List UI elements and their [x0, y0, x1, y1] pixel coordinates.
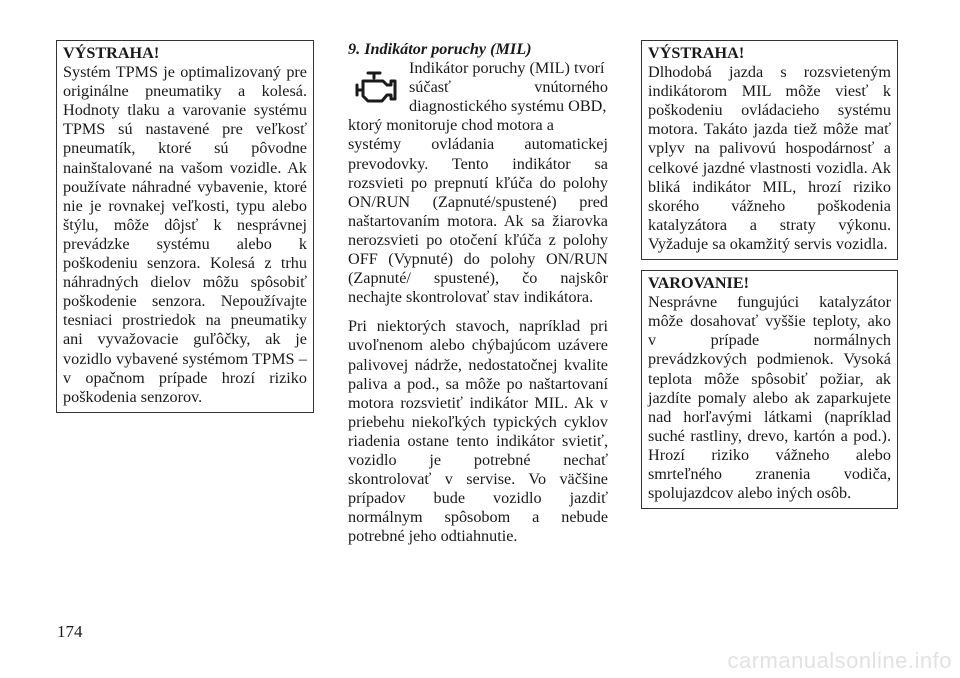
mil-paragraph-1: systémy ovládania automatickej prevodovky. Tento indikátor sa rozsvieti po prepnutí kľúča do polohy ON/RUN (Zapnuté/spustené) pred naštartovaním motora. Ak sa žiarovka nerozsvieti po otočení kľúča z polohy OFF (Vypnuté) do polohy ON/RUN (Zapnuté/ spustené), čo najskôr nechajte skontrolovať stav indikátora. — [348, 135, 608, 307]
caution-body: Nesprávne fungujúci katalyzátor môže dosahovať vyššie teploty, ako v prípade normálnych prevádzkových podmienok. Vysoká teplota môže spôsobiť požiar, ak jazdíte pomaly alebo ak zaparkujete nad horľavými látkami (napríklad suché rastliny, drevo, kartón a pod.). Hrozí riziko vážneho alebo smrteľného zranenia vodiča, spolujazdcov alebo iných osôb. — [648, 293, 891, 503]
mil-intro — [348, 59, 608, 135]
intro-line: ktorý monitoruje chod motora a — [348, 116, 554, 135]
warning-body: Dlhodobá jazda s rozsvieteným indikátorom MIL môže viesť k poškodeniu ovládacieho systému motora. Takáto jazda tiež môže mať vplyv na palivovú hospodárnosť a celkové jazdné vlastnosti vozidla. Ak bliká indikátor MIL, hrozí riziko skorého vážneho poškodenia katalyzátora a straty výkonu. Vyžaduje sa okamžitý servis vozidla. — [648, 63, 891, 253]
page-number: 174 — [57, 622, 83, 641]
intro-line: diagnostického systému OBD, — [409, 97, 607, 116]
tpms-warning-box — [56, 40, 314, 413]
warning-title: VÝSTRAHA! — [648, 44, 745, 62]
intro-line: Indikátor poruchy (MIL) tvorí — [409, 59, 605, 78]
warning-title: VÝSTRAHA! — [63, 44, 160, 62]
catalyst-caution-box — [641, 270, 898, 509]
intro-line: súčasť vnútorného — [409, 78, 608, 97]
left-column — [56, 40, 314, 413]
section-heading: 9. Indikátor poruchy (MIL) — [348, 40, 532, 58]
caution-title: VAROVANIE! — [648, 274, 750, 293]
watermark: carmanualsonline.info — [727, 648, 952, 673]
check-engine-icon — [354, 69, 398, 109]
mil-section — [348, 40, 608, 546]
mil-paragraph-2: Pri niektorých stavoch, napríklad pri uvoľnenom alebo chýbajúcom uzávere palivovej nádrže, nedostatočnej kvalite paliva a pod., sa môže po naštartovaní motora rozsvietiť indikátor MIL. Ak v priebehu niekoľkých typických cyklov riadenia ostane tento indikátor svietiť, vozidlo je potrebné nechať skontrolovať v servise. Vo väčšine prípadov bude vozidlo jazdiť normálnym spôsobom a nebude potrebné jeho odtiahnutie. — [348, 317, 608, 546]
mil-warning-box — [641, 40, 898, 260]
right-column — [641, 40, 898, 509]
warning-body: Systém TPMS je optimalizovaný pre originálne pneumatiky a kolesá. Hodnoty tlaku a varovanie systému TPMS sú nastavené pre veľkosť pneumatík, ktoré sú pôvodne nainštalované na vašom vozidle. Ak používate náhradné vybavenie, ktoré nie je rovnakej veľkosti, typu alebo štýlu, môže dôjsť k nesprávnej prevádzke systému alebo k poškodeniu senzora. Kolesá z trhu náhradných dielov môžu spôsobiť poškodenie senzora. Nepoužívajte tesniaci prostriedok na pneumatiky ani vyvažovacie guľôčky, ak je vozidlo vybavené systémom TPMS – v opačnom prípade hrozí riziko poškodenia senzorov. — [63, 63, 307, 406]
